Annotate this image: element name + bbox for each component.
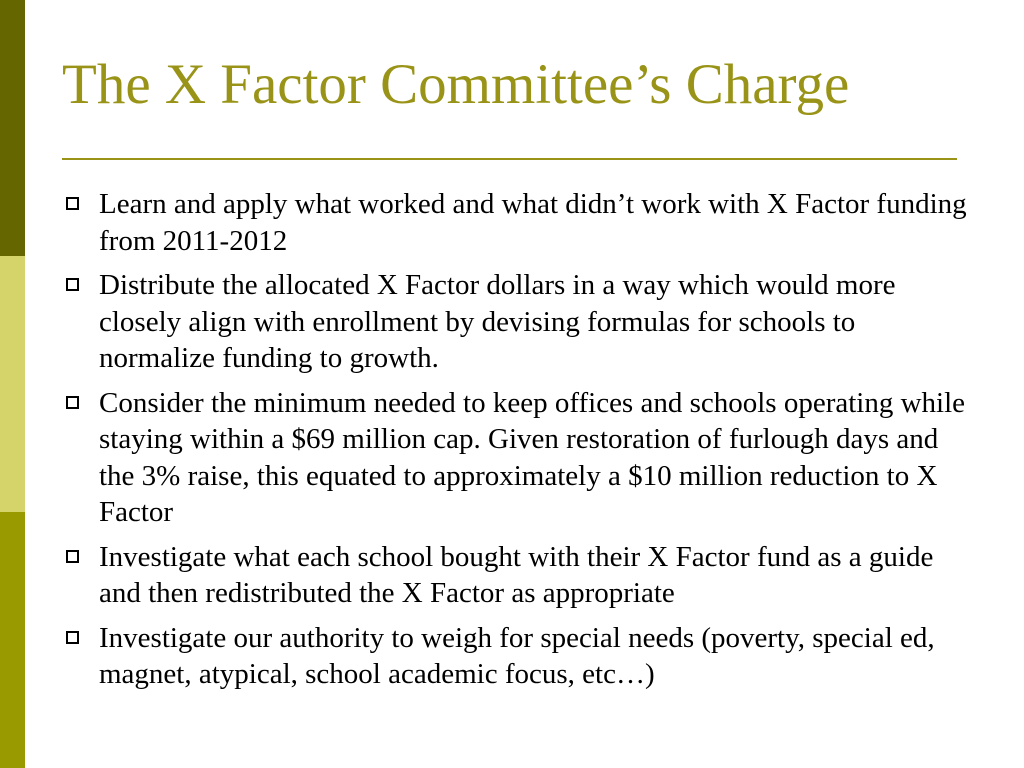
slide-title: The X Factor Committee’s Charge <box>62 53 850 116</box>
bullet-item <box>62 620 972 693</box>
bullet-text: Distribute the allocated X Factor dollars in a way which would more closely align with enrollment by devising formulas for schools to normalize funding to growth. <box>99 269 896 374</box>
bullet-item <box>62 385 972 531</box>
bullet-text: Consider the minimum needed to keep offices and schools operating while staying within a $69 million cap. Given restoration of furlough days and the 3% raise, this equated to approximately a $10 million reduction to X Factor <box>99 386 966 528</box>
bullet-text: Investigate what each school bought with their X Factor fund as a guide and then redistributed the X Factor as appropriate <box>99 540 934 609</box>
title-divider <box>62 158 957 160</box>
bullet-text: Learn and apply what worked and what didn’t work with X Factor funding from 2011-2012 <box>99 188 967 257</box>
bullet-item <box>62 539 972 612</box>
hollow-square-icon <box>66 396 79 409</box>
hollow-square-icon <box>66 197 79 210</box>
side-bar-middle <box>0 256 25 512</box>
hollow-square-icon <box>66 631 79 644</box>
bullet-item <box>62 267 972 377</box>
bullet-text: Investigate our authority to weigh for special needs (poverty, special ed, magnet, atypical, school academic focus, etc…) <box>99 621 935 690</box>
bullet-item <box>62 186 972 259</box>
side-bar-bottom <box>0 512 25 768</box>
bullet-list <box>62 186 972 701</box>
side-bar-top <box>0 0 25 256</box>
hollow-square-icon <box>66 550 79 563</box>
hollow-square-icon <box>66 278 79 291</box>
